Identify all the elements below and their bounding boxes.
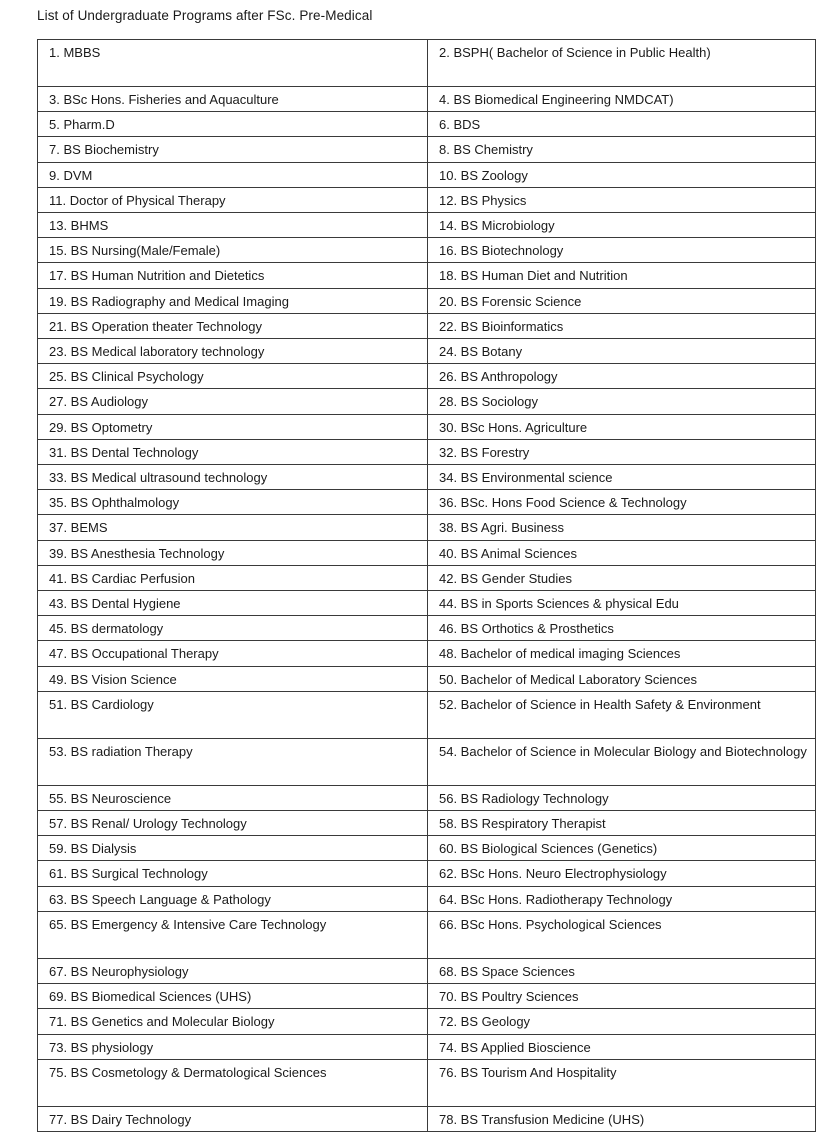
program-cell-right: 66. BSc Hons. Psychological Sciences <box>428 911 816 958</box>
table-row <box>38 811 816 836</box>
program-cell-left: 39. BS Anesthesia Technology <box>38 540 428 565</box>
program-cell-right: 34. BS Environmental science <box>428 465 816 490</box>
program-cell-left: 51. BS Cardiology <box>38 691 428 738</box>
program-cell-right: 32. BS Forestry <box>428 439 816 464</box>
program-cell-right: 24. BS Botany <box>428 339 816 364</box>
programs-table <box>37 39 816 1132</box>
program-cell-right: 20. BS Forensic Science <box>428 288 816 313</box>
program-cell-right: 58. BS Respiratory Therapist <box>428 811 816 836</box>
table-row <box>38 439 816 464</box>
program-cell-left: 21. BS Operation theater Technology <box>38 313 428 338</box>
table-row <box>38 263 816 288</box>
page-title: List of Undergraduate Programs after FSc. Pre-Medical <box>37 8 373 23</box>
program-cell-left: 59. BS Dialysis <box>38 836 428 861</box>
program-cell-left: 11. Doctor of Physical Therapy <box>38 187 428 212</box>
program-cell-left: 47. BS Occupational Therapy <box>38 641 428 666</box>
program-cell-left: 37. BEMS <box>38 515 428 540</box>
program-cell-right: 18. BS Human Diet and Nutrition <box>428 263 816 288</box>
program-cell-left: 71. BS Genetics and Molecular Biology <box>38 1009 428 1034</box>
program-cell-left: 35. BS Ophthalmology <box>38 490 428 515</box>
program-cell-right: 46. BS Orthotics & Prosthetics <box>428 616 816 641</box>
program-cell-right: 78. BS Transfusion Medicine (UHS) <box>428 1106 816 1131</box>
program-cell-right: 26. BS Anthropology <box>428 364 816 389</box>
table-row <box>38 389 816 414</box>
program-cell-right: 30. BSc Hons. Agriculture <box>428 414 816 439</box>
program-cell-right: 6. BDS <box>428 112 816 137</box>
program-cell-left: 15. BS Nursing(Male/Female) <box>38 238 428 263</box>
program-cell-left: 25. BS Clinical Psychology <box>38 364 428 389</box>
program-cell-right: 48. Bachelor of medical imaging Sciences <box>428 641 816 666</box>
table-row <box>38 616 816 641</box>
table-row <box>38 886 816 911</box>
program-cell-right: 52. Bachelor of Science in Health Safety & Environment <box>428 691 816 738</box>
table-row <box>38 313 816 338</box>
table-row <box>38 958 816 983</box>
program-cell-right: 16. BS Biotechnology <box>428 238 816 263</box>
program-cell-right: 4. BS Biomedical Engineering NMDCAT) <box>428 87 816 112</box>
program-cell-right: 54. Bachelor of Science in Molecular Biology and Biotechnology <box>428 738 816 785</box>
program-cell-left: 61. BS Surgical Technology <box>38 861 428 886</box>
program-cell-left: 1. MBBS <box>38 40 428 87</box>
table-row <box>38 87 816 112</box>
program-cell-right: 36. BSc. Hons Food Science & Technology <box>428 490 816 515</box>
program-cell-right: 60. BS Biological Sciences (Genetics) <box>428 836 816 861</box>
program-cell-left: 53. BS radiation Therapy <box>38 738 428 785</box>
table-row <box>38 490 816 515</box>
program-cell-right: 74. BS Applied Bioscience <box>428 1034 816 1059</box>
program-cell-right: 2. BSPH( Bachelor of Science in Public Health) <box>428 40 816 87</box>
program-cell-right: 50. Bachelor of Medical Laboratory Sciences <box>428 666 816 691</box>
program-cell-right: 56. BS Radiology Technology <box>428 785 816 810</box>
table-row <box>38 666 816 691</box>
program-cell-left: 3. BSc Hons. Fisheries and Aquaculture <box>38 87 428 112</box>
table-row <box>38 515 816 540</box>
program-cell-right: 22. BS Bioinformatics <box>428 313 816 338</box>
program-cell-right: 14. BS Microbiology <box>428 213 816 238</box>
table-row <box>38 1034 816 1059</box>
table-row <box>38 465 816 490</box>
program-cell-right: 42. BS Gender Studies <box>428 565 816 590</box>
program-cell-left: 13. BHMS <box>38 213 428 238</box>
program-cell-right: 64. BSc Hons. Radiotherapy Technology <box>428 886 816 911</box>
table-row <box>38 565 816 590</box>
program-cell-left: 29. BS Optometry <box>38 414 428 439</box>
program-cell-left: 23. BS Medical laboratory technology <box>38 339 428 364</box>
program-cell-left: 27. BS Audiology <box>38 389 428 414</box>
program-cell-right: 72. BS Geology <box>428 1009 816 1034</box>
table-row <box>38 591 816 616</box>
table-row <box>38 112 816 137</box>
program-cell-left: 65. BS Emergency & Intensive Care Technology <box>38 911 428 958</box>
program-cell-left: 55. BS Neuroscience <box>38 785 428 810</box>
table-row <box>38 238 816 263</box>
table-row <box>38 40 816 87</box>
table-row <box>38 836 816 861</box>
table-row <box>38 288 816 313</box>
table-row <box>38 540 816 565</box>
program-cell-right: 70. BS Poultry Sciences <box>428 984 816 1009</box>
program-cell-right: 68. BS Space Sciences <box>428 958 816 983</box>
programs-table-body <box>38 40 816 1132</box>
table-row <box>38 984 816 1009</box>
table-row <box>38 691 816 738</box>
program-cell-left: 73. BS physiology <box>38 1034 428 1059</box>
program-cell-left: 49. BS Vision Science <box>38 666 428 691</box>
program-cell-left: 43. BS Dental Hygiene <box>38 591 428 616</box>
program-cell-right: 62. BSc Hons. Neuro Electrophysiology <box>428 861 816 886</box>
table-row <box>38 213 816 238</box>
program-cell-right: 12. BS Physics <box>428 187 816 212</box>
table-row <box>38 861 816 886</box>
program-cell-left: 45. BS dermatology <box>38 616 428 641</box>
program-cell-left: 57. BS Renal/ Urology Technology <box>38 811 428 836</box>
program-cell-right: 10. BS Zoology <box>428 162 816 187</box>
table-row <box>38 1106 816 1131</box>
table-row <box>38 785 816 810</box>
program-cell-left: 75. BS Cosmetology & Dermatological Sciences <box>38 1059 428 1106</box>
program-cell-right: 28. BS Sociology <box>428 389 816 414</box>
program-cell-left: 9. DVM <box>38 162 428 187</box>
table-row <box>38 364 816 389</box>
table-row <box>38 162 816 187</box>
table-row <box>38 911 816 958</box>
program-cell-right: 40. BS Animal Sciences <box>428 540 816 565</box>
program-cell-left: 31. BS Dental Technology <box>38 439 428 464</box>
program-cell-left: 33. BS Medical ultrasound technology <box>38 465 428 490</box>
program-cell-right: 44. BS in Sports Sciences & physical Edu <box>428 591 816 616</box>
program-cell-left: 5. Pharm.D <box>38 112 428 137</box>
table-row <box>38 137 816 162</box>
table-row <box>38 414 816 439</box>
table-row <box>38 1009 816 1034</box>
table-row <box>38 1059 816 1106</box>
program-cell-left: 77. BS Dairy Technology <box>38 1106 428 1131</box>
table-row <box>38 641 816 666</box>
table-row <box>38 187 816 212</box>
program-cell-left: 41. BS Cardiac Perfusion <box>38 565 428 590</box>
program-cell-left: 67. BS Neurophysiology <box>38 958 428 983</box>
program-cell-right: 38. BS Agri. Business <box>428 515 816 540</box>
program-cell-left: 7. BS Biochemistry <box>38 137 428 162</box>
program-cell-right: 8. BS Chemistry <box>428 137 816 162</box>
program-cell-left: 17. BS Human Nutrition and Dietetics <box>38 263 428 288</box>
program-cell-left: 19. BS Radiography and Medical Imaging <box>38 288 428 313</box>
table-row <box>38 738 816 785</box>
table-row <box>38 339 816 364</box>
program-cell-left: 63. BS Speech Language & Pathology <box>38 886 428 911</box>
program-cell-right: 76. BS Tourism And Hospitality <box>428 1059 816 1106</box>
program-cell-left: 69. BS Biomedical Sciences (UHS) <box>38 984 428 1009</box>
